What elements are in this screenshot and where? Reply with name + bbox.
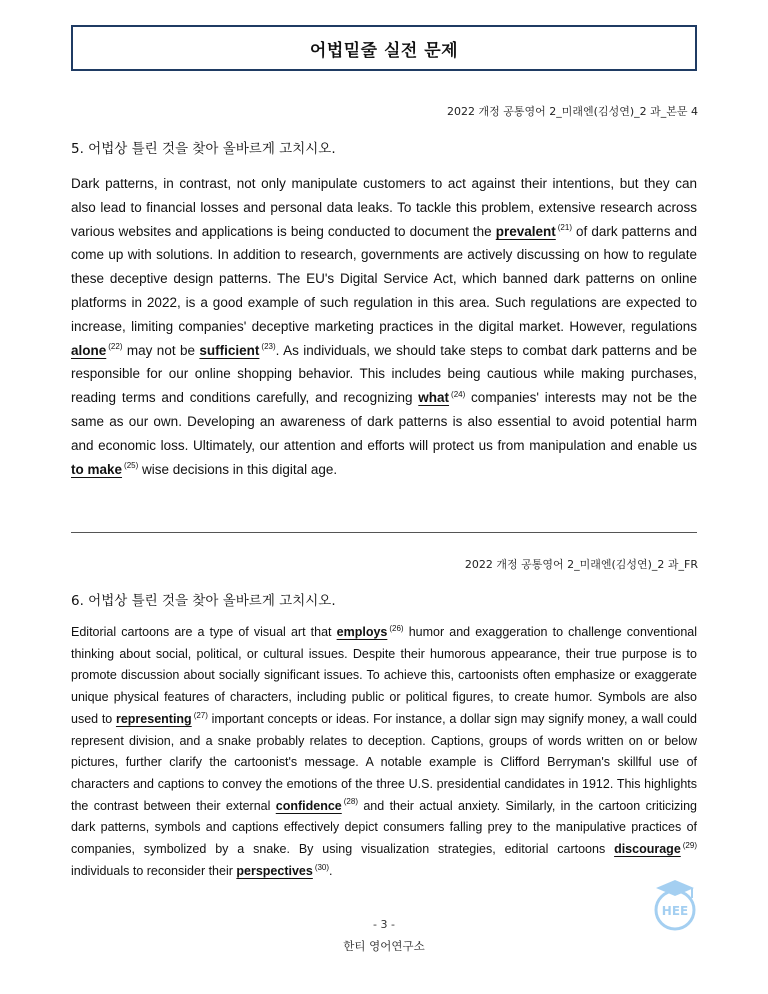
- q6-source: 2022 개정 공통영어 2_미래엔(김성연)_2 과_FR: [464, 558, 698, 571]
- blank-22: alone: [71, 342, 107, 358]
- section-divider: [71, 532, 697, 533]
- blank-number-26: (26): [389, 623, 404, 633]
- blank-number-28: (28): [343, 797, 358, 807]
- blank-26: employs: [336, 625, 388, 639]
- blank-number-30: (30): [314, 862, 330, 872]
- q5-source: 2022 개정 공통영어 2_미래엔(김성연)_2 과_본문 4: [447, 105, 698, 118]
- blank-27: representing: [115, 711, 192, 726]
- page-number: - 3 -: [373, 918, 395, 931]
- page-title-box: [71, 25, 697, 71]
- q6-heading: 6. 어법상 틀린 것을 찾아 올바르게 고치시오.: [71, 593, 336, 609]
- blank-number-25: (25): [124, 461, 139, 471]
- blank-number-27: (27): [193, 710, 208, 720]
- blank-28: confidence: [275, 798, 342, 813]
- blank-number-24: (24): [451, 389, 466, 399]
- blank-number-21: (21): [557, 223, 572, 233]
- q6-text-2: important concepts or ideas. For instance, a dollar sign may signify money, a wall could represent division, and a snake probably relates to deception. Captions, groups of words written on or below pictures, further clarify the cartoonist's message. A notable example is Clifford Berryman's skillful use of characters and captions to convey the emotions of the three U.S. presidential candidates in 1912. This highlights the contrast between their external: [71, 711, 697, 813]
- q5-text-3: . As individuals, we should take steps to combat dark patterns and be responsible for our online shopping behavior. This includes being cautious while making purchases, reading terms and conditions carefully, and recognizing: [71, 342, 697, 406]
- q6-text-5: .: [329, 863, 333, 878]
- blank-29: discourage: [614, 842, 681, 857]
- blank-21: prevalent: [495, 223, 556, 239]
- q5-passage: [71, 172, 697, 481]
- q5-heading: 5. 어법상 틀린 것을 찾아 올바르게 고치시오.: [71, 141, 336, 157]
- blank-number-29: (29): [682, 840, 697, 850]
- q5-text-1: of dark patterns and come up with solutions. In addition to research, governments are actively discussing on how to regulate these deceptive design patterns. The EU's Digital Service Act, which banned dark patterns on online platforms in 2022, is a good example of such regulation in this area. Such regulations are expected to increase, limiting companies' deceptive marketing practices in the digital market. However, regulations: [71, 223, 698, 334]
- q5-text-2: may not be: [122, 342, 200, 358]
- q6-passage: [71, 622, 697, 882]
- q6-text-1: humor and exaggeration to challenge conventional thinking about social, political, or cultural issues. Despite their humorous appearance, their true purpose is to promote discussion about socially significant issues. To achieve this, cartoonists often emphasize or exaggerate unique physical features of characters, including public or political figures, to create humor. Symbols are also used to: [71, 625, 697, 726]
- page-title: 어법밑줄 실전 문제: [309, 40, 459, 61]
- q6-text-4: individuals to reconsider their: [71, 863, 237, 878]
- blank-30: perspectives: [236, 863, 313, 878]
- q5-text-5: wise decisions in this digital age.: [138, 461, 338, 477]
- q6-text-0: Editorial cartoons are a type of visual art that: [71, 625, 337, 639]
- blank-number-22: (22): [108, 342, 123, 352]
- q5-text-4: companies' interests may not be the same as our own. Developing an awareness of dark patterns is also essential to avoid potential harm and economic loss. Ultimately, our attention and efforts will protect us from manipulation and enable us: [71, 390, 697, 453]
- q5-text-0: Dark patterns, in contrast, not only manipulate customers to act against their intentions, but they can also lead to financial losses and personal data leaks. To tackle this problem, extensive research across various websites and applications is being conducted to document the: [71, 176, 697, 239]
- blank-24: what: [418, 390, 450, 406]
- q6-text-3: and their actual anxiety. Similarly, in the cartoon criticizing dark patterns, symbols and captions effectively depict consumers falling prey to the manipulative practices of companies, symbolized by a snake. By using visualization strategies, editorial cartoons: [71, 798, 697, 857]
- blank-number-23: (23): [261, 342, 276, 352]
- blank-25: to make: [71, 461, 123, 477]
- blank-23: sufficient: [199, 342, 260, 358]
- footer-organization: 한티 영어연구소: [343, 939, 425, 953]
- logo-text: HEE: [661, 904, 689, 918]
